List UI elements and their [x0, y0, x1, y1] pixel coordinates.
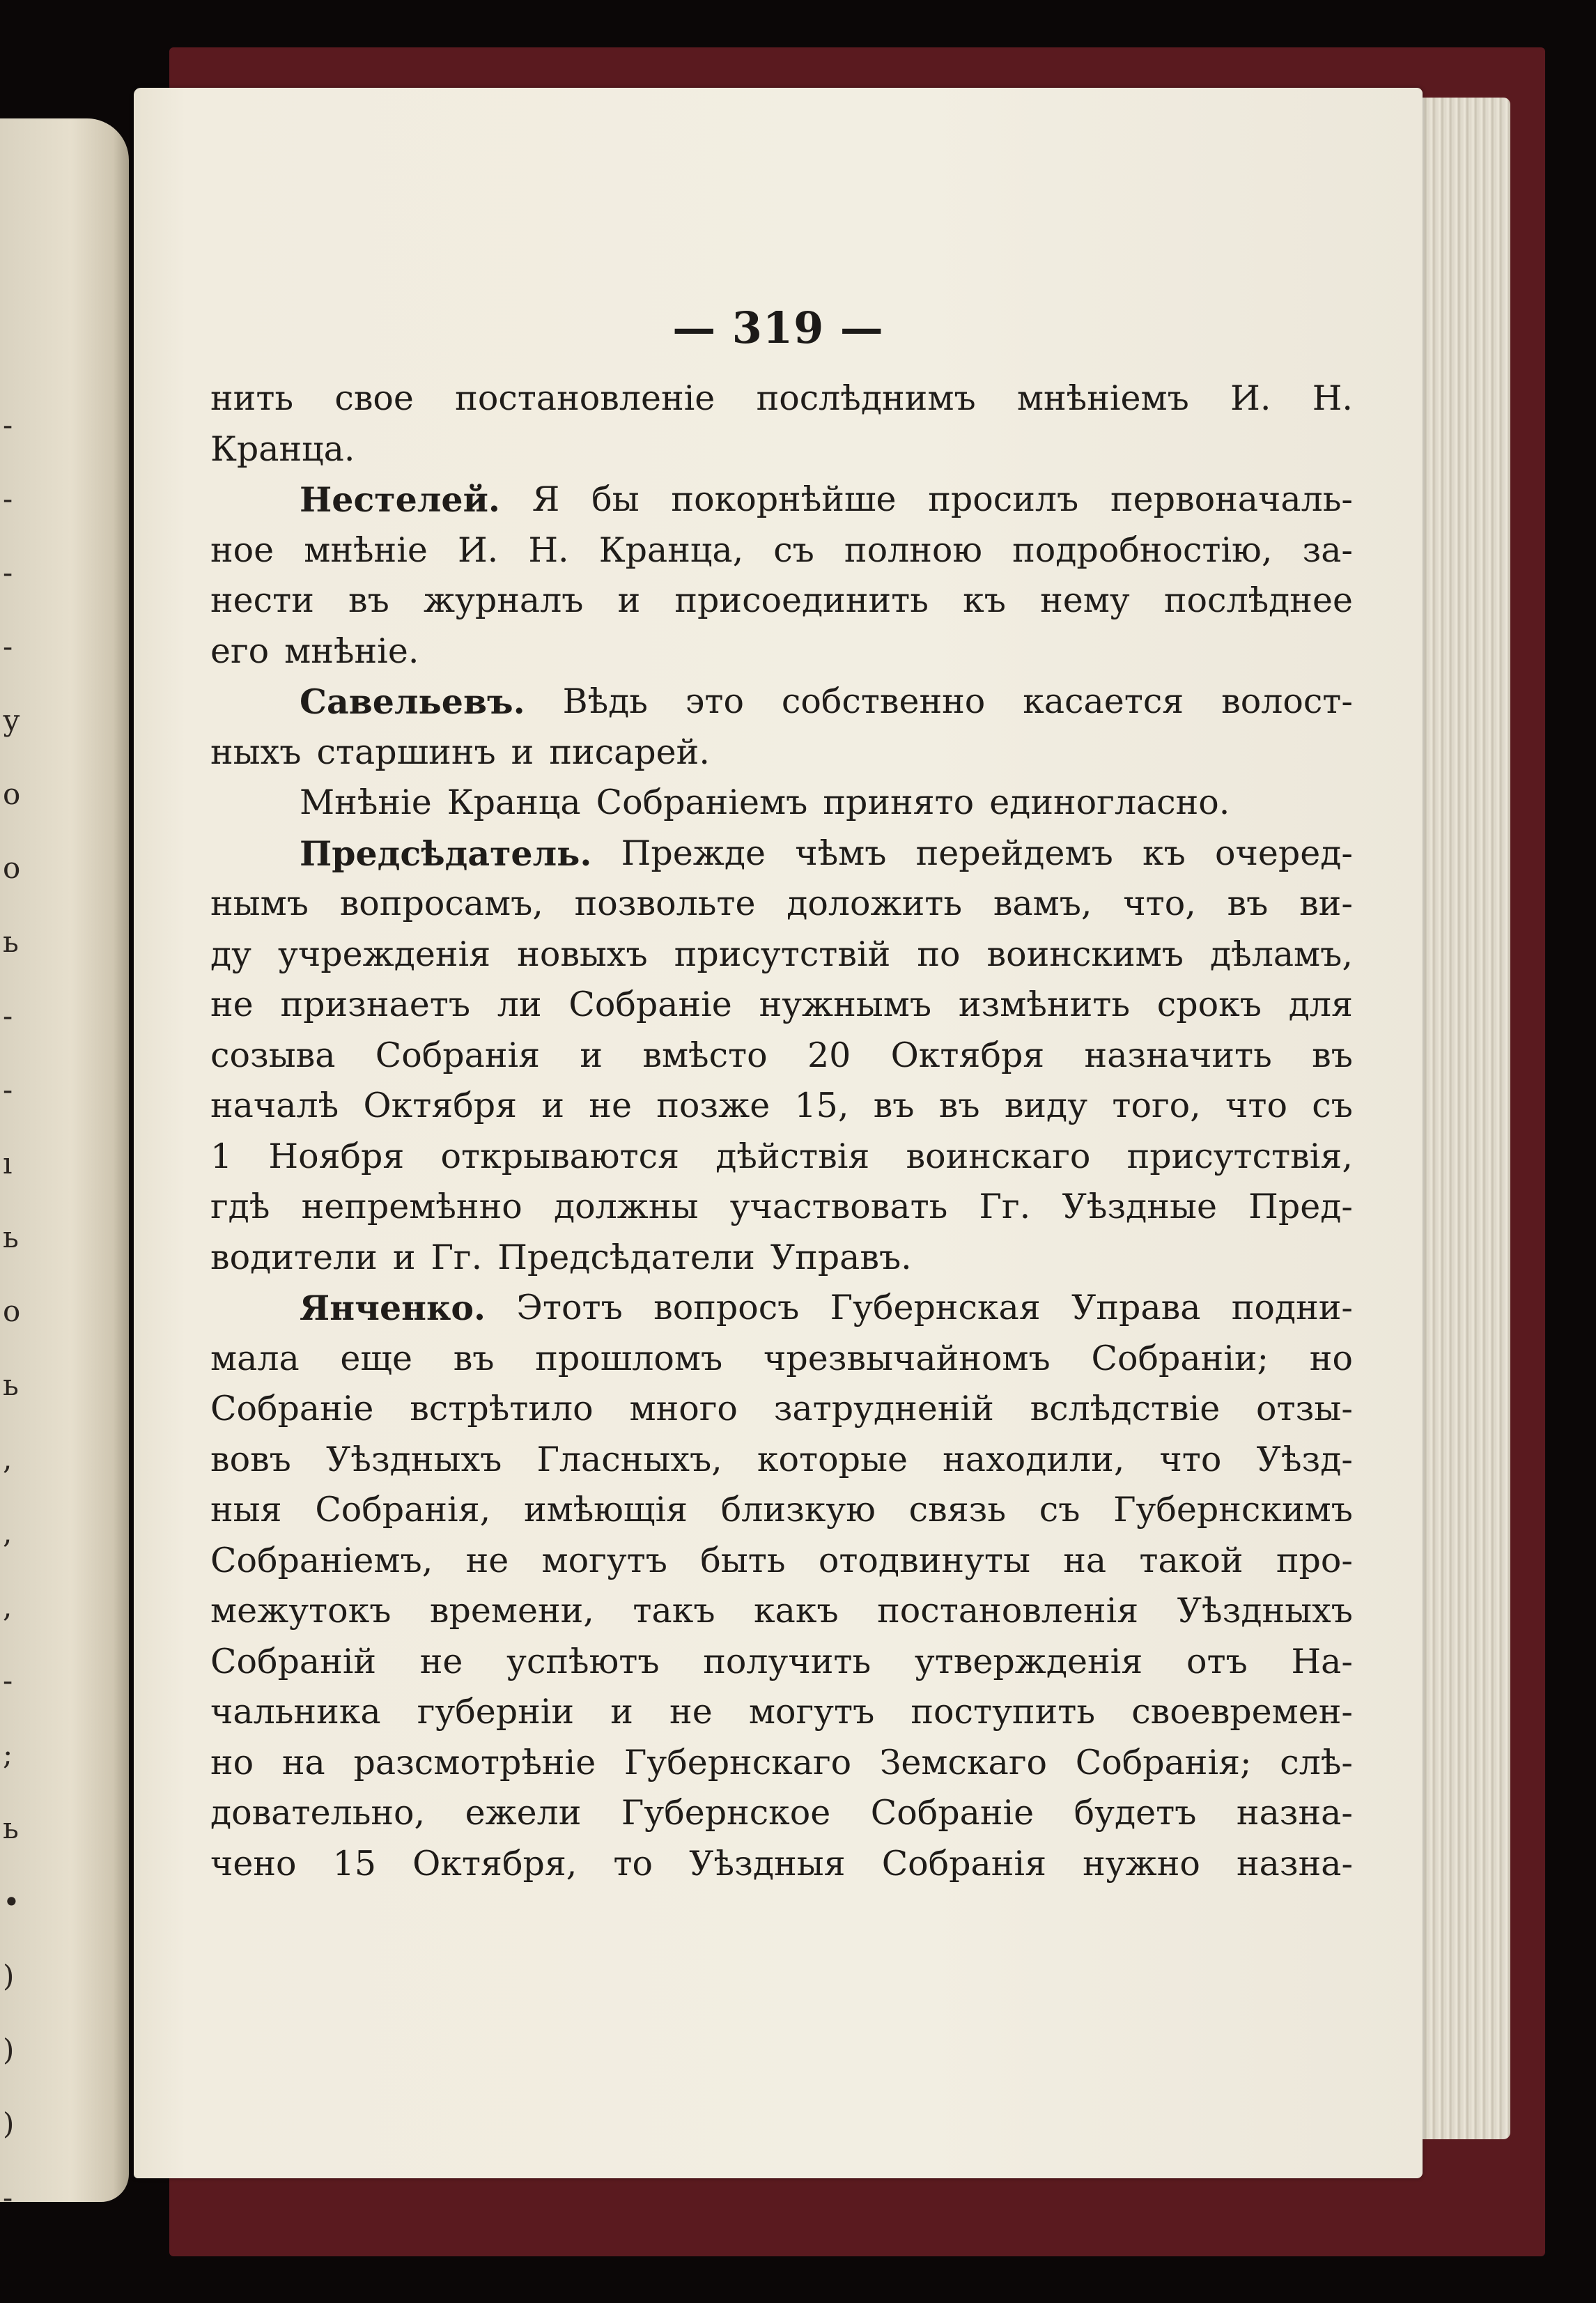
text-line: ныя Собранія, имѣющія близкую связь съ Губернскимъ	[210, 1490, 1353, 1530]
text-line: его мнѣніе.	[210, 631, 419, 671]
text-line: Собраніе встрѣтило много затрудненій вслѣдствіе отзы-	[210, 1389, 1353, 1428]
left-page-mark: )	[3, 1959, 15, 1993]
page-number: — 319 —	[672, 302, 884, 353]
left-page-mark: -	[3, 2180, 13, 2215]
left-page-mark: -	[3, 555, 13, 590]
text-line: ду учрежденія новыхъ присутствій по воинскимъ дѣламъ,	[210, 934, 1353, 974]
left-page-mark: •	[3, 1885, 20, 1919]
text-line: довательно, ежели Губернское Собраніе будетъ назна-	[210, 1793, 1353, 1833]
left-page-mark: ь	[3, 1368, 19, 1402]
text-line: 1 Ноября открываются дѣйствія воинскаго присутствія,	[210, 1136, 1353, 1176]
left-page-mark: ı	[3, 1146, 13, 1180]
left-page-mark: о	[3, 851, 21, 885]
text-line: началѣ Октября и не позже 15, въ въ виду того, что съ	[210, 1086, 1353, 1125]
left-page-mark: -	[3, 408, 13, 442]
left-page-mark: ь	[3, 1811, 19, 1845]
text-line: ное мнѣніе И. Н. Кранца, съ полною подробностію, за-	[210, 530, 1353, 570]
text-line: нить свое постановленіе послѣднимъ мнѣніемъ И. Н.	[210, 378, 1353, 418]
left-page-mark: о	[3, 777, 21, 811]
text-line: чальника губерніи и не могутъ поступить своевремен-	[210, 1692, 1353, 1732]
book-page	[134, 88, 1423, 2178]
left-page-mark: ,	[3, 1589, 13, 1624]
left-page-mark: у	[3, 703, 20, 737]
left-page-mark: -	[3, 482, 13, 516]
text-line: Савельевъ. Вѣдь это собственно касается волост-	[300, 681, 1353, 722]
text-line: гдѣ непремѣнно должны участвовать Гг. Уѣздные Пред-	[210, 1187, 1353, 1226]
text-line: нести въ журналъ и присоединить къ нему послѣднее	[210, 580, 1353, 620]
text-line: Нестелей. Я бы покорнѣйше просилъ первоначаль-	[300, 479, 1353, 520]
left-page-mark: -	[3, 629, 13, 663]
left-page-mark: -	[3, 999, 13, 1033]
left-page-mark: )	[3, 2033, 15, 2067]
text-line: Кранца.	[210, 429, 355, 469]
text-line: межутокъ времени, такъ какъ постановленія Уѣздныхъ	[210, 1591, 1353, 1631]
text-line: нымъ вопросамъ, позвольте доложить вамъ, что, въ ви-	[210, 884, 1353, 923]
text-line: ныхъ старшинъ и писарей.	[210, 732, 710, 772]
text-line: созыва Собранія и вмѣсто 20 Октября назначить въ	[210, 1035, 1353, 1075]
left-page-mark: ь	[3, 1220, 19, 1254]
text-line: Предсѣдатель. Прежде чѣмъ перейдемъ къ очеред-	[300, 833, 1353, 874]
text-line: чено 15 Октября, то Уѣздныя Собранія нужно назна-	[210, 1843, 1353, 1884]
text-line: но на разсмотрѣніе Губернскаго Земскаго Собранія; слѣ-	[210, 1742, 1353, 1782]
text-line: Янченко. Этотъ вопросъ Губернская Управа подни-	[300, 1288, 1353, 1328]
page-body	[210, 373, 1353, 1889]
left-page-mark: ь	[3, 925, 19, 959]
left-page-mark: )	[3, 2106, 15, 2141]
text-line: Собраній не успѣютъ получить утвержденія отъ На-	[210, 1641, 1353, 1681]
text-line: мала еще въ прошломъ чрезвычайномъ Собраніи; но	[210, 1338, 1353, 1378]
text-line: Собраніемъ, не могутъ быть отодвинуты на такой про-	[210, 1540, 1353, 1580]
text-line: не признаетъ ли Собраніе нужнымъ измѣнить срокъ для	[210, 985, 1353, 1024]
text-line: водители и Гг. Предсѣдатели Управъ.	[210, 1237, 912, 1277]
left-page-mark: -	[3, 1663, 13, 1697]
left-page-mark: ;	[3, 1737, 13, 1771]
text-line: вовъ Уѣздныхъ Гласныхъ, которые находили, что Уѣзд-	[210, 1439, 1353, 1479]
text-line: Мнѣніе Кранца Собраніемъ принято единогласно.	[300, 783, 1230, 822]
left-page-mark: ,	[3, 1516, 13, 1550]
left-page-mark: о	[3, 1294, 21, 1328]
left-page-mark: ,	[3, 1442, 13, 1476]
left-page-mark: -	[3, 1072, 13, 1107]
previous-page-edge	[0, 118, 129, 2215]
